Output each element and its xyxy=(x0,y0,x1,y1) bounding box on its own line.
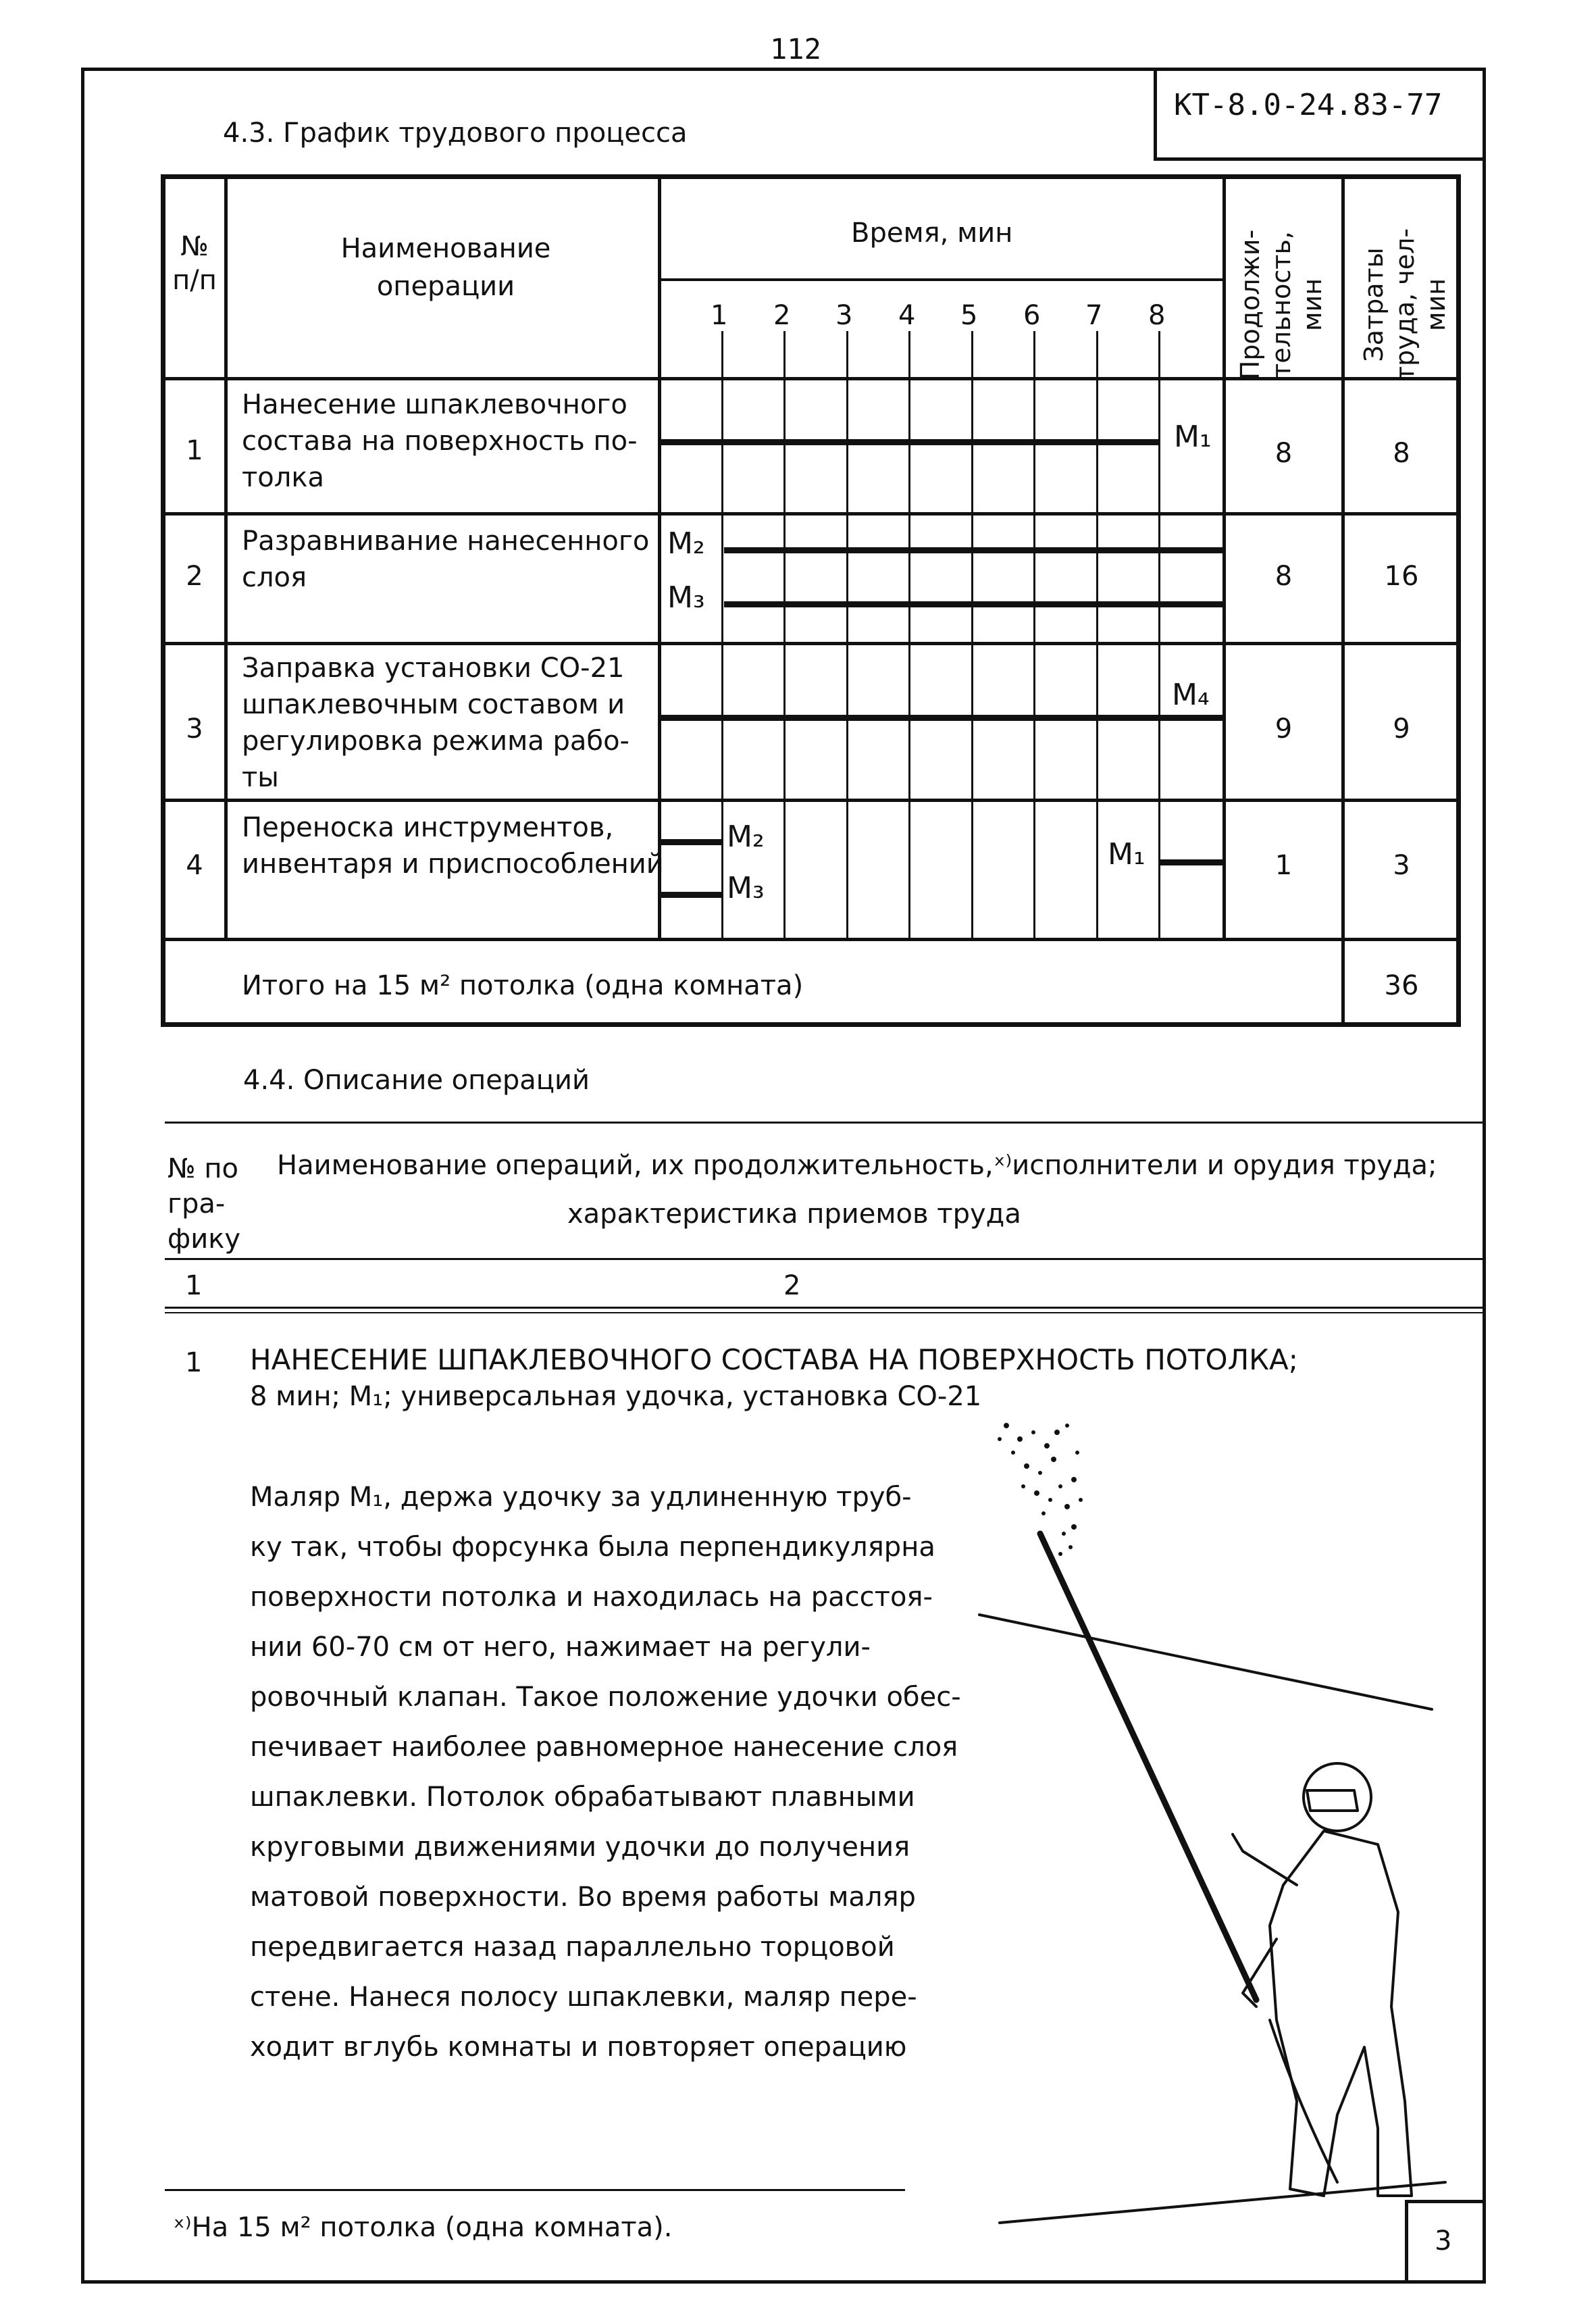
row-name-line: слоя xyxy=(242,562,307,593)
row-duration: 1 xyxy=(1275,850,1293,881)
row-divider xyxy=(162,799,1459,802)
minute-label: 1 xyxy=(711,300,728,331)
minute-grid xyxy=(1096,331,1098,939)
sheet-number: 3 xyxy=(1435,2225,1452,2257)
header-num-label: № п/п xyxy=(172,231,217,296)
row-name-line: регулировка режима рабо- xyxy=(242,726,629,757)
row-labor: 9 xyxy=(1393,713,1410,745)
row-num: 2 xyxy=(186,561,203,592)
row-operation-name xyxy=(242,386,638,496)
row-duration: 8 xyxy=(1275,561,1293,592)
row-labor: 16 xyxy=(1384,561,1419,592)
row-duration: 9 xyxy=(1275,713,1293,745)
description-line: нии 60-70 см от него, нажимает на регули- xyxy=(250,1632,871,1663)
description-line: ровочный клапан. Такое положение удочки обес- xyxy=(250,1682,961,1713)
desc-col1-line: № по xyxy=(168,1153,238,1184)
schedule-bar xyxy=(661,439,1160,445)
row-divider xyxy=(162,938,1459,941)
description-line: печивает наиболее равномерное нанесение слоя xyxy=(250,1732,958,1763)
schedule-bar xyxy=(661,715,1224,721)
minute-grid xyxy=(971,331,973,939)
description-line: круговыми движениями удочки до получения xyxy=(250,1832,910,1863)
col-divider xyxy=(224,176,228,939)
row-labor: 3 xyxy=(1393,850,1410,881)
spray-hose xyxy=(1270,2020,1337,2182)
row-num: 4 xyxy=(186,850,203,881)
row-operation-name xyxy=(242,650,629,796)
row-name-line: шпаклевочным составом и xyxy=(242,689,625,720)
minute-grid xyxy=(1033,331,1035,939)
worker-label: М₁ xyxy=(1108,837,1145,872)
description-line: ходит вглубь комнаты и повторяет операцию xyxy=(250,2032,907,2063)
col-divider xyxy=(1222,176,1226,939)
description-line: Маляр М₁, держа удочку за удлиненную труб- xyxy=(250,1482,912,1513)
row-name-line: состава на поверхность по- xyxy=(242,426,638,457)
total-label: Итого на 15 м² потолка (одна комната) xyxy=(242,970,804,1001)
description-line: шпаклевки. Потолок обрабатывают плавными xyxy=(250,1782,915,1813)
footnote-rule xyxy=(165,2189,905,2191)
desc-col1-header xyxy=(168,1151,240,1257)
worker-label: М₂ xyxy=(667,526,705,561)
header-time: Время, мин xyxy=(851,218,1013,249)
schedule-bar xyxy=(724,601,1224,607)
minute-label: 8 xyxy=(1148,300,1166,331)
description-line: ку так, чтобы форсунка была перпендикулярна xyxy=(250,1532,935,1563)
painter-body xyxy=(1270,1831,1412,2196)
row-name-line: инвентаря и приспособлений xyxy=(242,849,664,880)
doc-code: КТ-8.0-24.83-77 xyxy=(1174,88,1443,122)
row-labor: 8 xyxy=(1393,438,1410,469)
row-name-line: толка xyxy=(242,462,325,493)
row-name-line: Разравнивание нанесенного xyxy=(242,526,650,557)
minute-label: 7 xyxy=(1085,300,1103,331)
footnote: ˣ⁾На 15 м² потолка (одна комната). xyxy=(173,2212,673,2243)
operation-num: 1 xyxy=(185,1347,203,1378)
painter-arm-upper xyxy=(1233,1834,1297,1885)
desc-col2-subheader: характеристика приемов труда xyxy=(567,1199,1021,1230)
worker-label: М₃ xyxy=(667,580,705,615)
desc-col2-num: 2 xyxy=(783,1270,801,1301)
minute-label: 6 xyxy=(1023,300,1041,331)
section-4-3-title: 4.3. График трудового процесса xyxy=(223,118,688,149)
minute-grid xyxy=(846,331,848,939)
header-duration: Продолжи- тельность, мин xyxy=(1235,229,1327,380)
desc-top-rule xyxy=(165,1122,1486,1124)
schedule-bar xyxy=(724,547,1224,553)
spray-wand xyxy=(1040,1534,1256,2000)
schedule-bar xyxy=(1160,859,1224,865)
row-name-line: Нанесение шпаклевочного xyxy=(242,389,627,420)
description-line: передвигается назад параллельно торцовой xyxy=(250,1932,895,1963)
schedule-bar xyxy=(661,892,722,898)
worker-label: М₃ xyxy=(727,871,765,905)
minute-grid xyxy=(1158,331,1160,939)
minute-label: 2 xyxy=(773,300,791,331)
header-num xyxy=(165,230,224,297)
operation-summary: 8 мин; М₁; универсальная удочка, установка СО-21 xyxy=(250,1381,982,1412)
desc-col1-num: 1 xyxy=(185,1270,203,1301)
section-4-4-title: 4.4. Описание операций xyxy=(243,1065,590,1096)
painter-arm-lower xyxy=(1243,1939,1277,2007)
desc-col1-line: гра- xyxy=(168,1188,226,1219)
row-operation-name xyxy=(242,809,664,882)
row-num: 1 xyxy=(186,435,203,466)
desc-header-rule xyxy=(165,1258,1486,1260)
desc-col2-header: Наименование операций, их продолжительность,ˣ⁾исполнители и орудия труда; xyxy=(277,1150,1437,1181)
floor-line xyxy=(1000,2182,1445,2223)
worker-label: М₄ xyxy=(1172,678,1210,712)
description-line: матовой поверхности. Во время работы маляр xyxy=(250,1882,916,1913)
minute-label: 5 xyxy=(960,300,978,331)
header-operation-name: Наименование операции xyxy=(340,233,551,302)
row-name-line: Переноска инструментов, xyxy=(242,812,614,843)
page-number: 112 xyxy=(770,32,821,66)
schedule-bar xyxy=(661,839,722,845)
row-operation-name xyxy=(242,523,649,596)
worker-label: М₂ xyxy=(727,820,765,854)
minute-grid xyxy=(908,331,910,939)
desc-col1-line: фику xyxy=(168,1224,241,1255)
minute-label: 4 xyxy=(898,300,916,331)
row-num: 3 xyxy=(186,713,203,745)
col-divider xyxy=(1341,176,1345,1026)
worker-label: М₁ xyxy=(1174,420,1212,454)
minute-grid xyxy=(783,331,786,939)
ceiling-line xyxy=(979,1615,1432,1709)
painter-head xyxy=(1304,1763,1371,1831)
description-line: стене. Нанеся полосу шпаклевки, маляр пере- xyxy=(250,1982,917,2013)
minute-label: 3 xyxy=(835,300,853,331)
description-line: поверхности потолка и находилась на расстоя- xyxy=(250,1582,933,1613)
total-value: 36 xyxy=(1384,970,1419,1001)
desc-numbers-rule xyxy=(165,1307,1486,1309)
operation-title: НАНЕСЕНИЕ ШПАКЛЕВОЧНОГО СОСТАВА НА ПОВЕРХНОСТЬ ПОТОЛКА; xyxy=(250,1343,1298,1376)
desc-numbers-rule-2 xyxy=(165,1312,1486,1313)
minute-grid xyxy=(721,331,723,939)
row-duration: 8 xyxy=(1275,438,1293,469)
header-labor: Затраты труда, чел-мин xyxy=(1359,228,1451,382)
row-divider xyxy=(162,642,1459,645)
painter-illustration xyxy=(959,1412,1472,2243)
row-divider xyxy=(162,512,1459,515)
row-name-line: ты xyxy=(242,762,279,793)
header-sub-divider xyxy=(659,278,1224,281)
row-name-line: Заправка установки СО-21 xyxy=(242,653,625,684)
